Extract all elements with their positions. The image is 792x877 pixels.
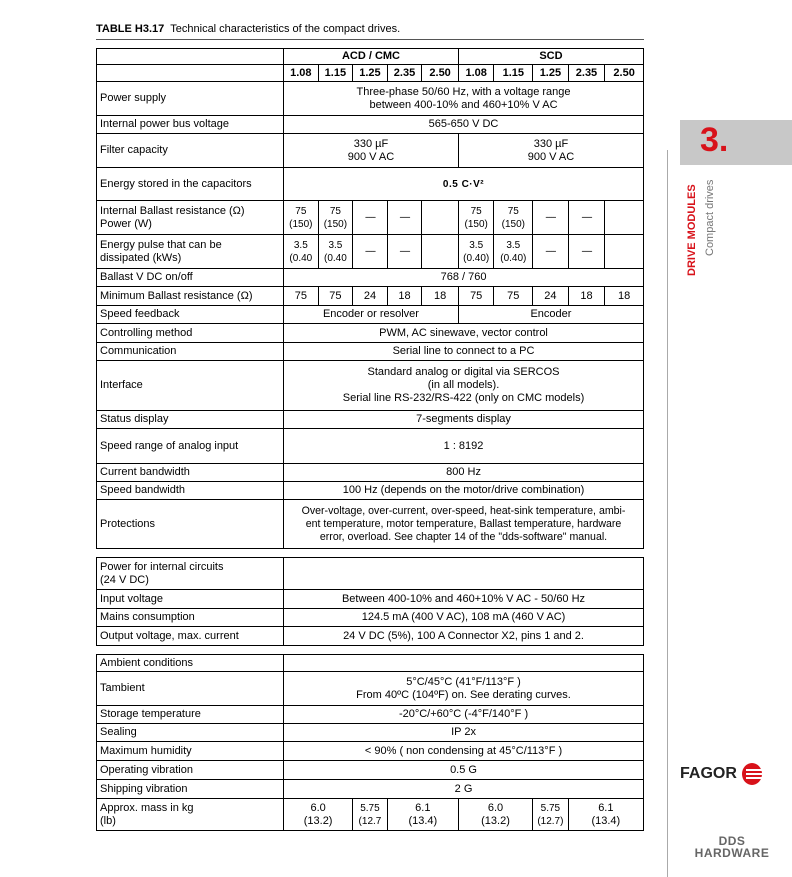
row-communication <box>97 343 644 361</box>
cell-value: ----- <box>533 235 569 269</box>
model-cell: 1.15 <box>494 65 533 82</box>
row-control <box>97 324 644 343</box>
row-label: Internal power bus voltage <box>97 116 284 134</box>
fagor-logo <box>680 763 782 787</box>
row-value: Encoder or resolver <box>284 306 459 324</box>
cell-value: (150) <box>501 218 525 230</box>
row-label: Approx. mass in kg <box>100 801 194 814</box>
row-value: Over-voltage, over-current, over-speed, heat-sink temperature, ambi- <box>301 504 626 517</box>
row-energy-stored <box>97 168 644 201</box>
row-value: < 90% ( non condensing at 45°C/113°F ) <box>284 742 644 761</box>
row-value: ent temperature, motor temperature, Ballast temperature, hardware <box>305 517 622 530</box>
model-cell: 1.25 <box>533 65 569 82</box>
cell-value: 3.5 <box>506 239 521 251</box>
cell-value: ----- <box>568 235 605 269</box>
group-header-row <box>97 49 644 65</box>
row-label: Storage temperature <box>97 706 284 724</box>
side-divider <box>667 150 668 877</box>
cell-value: (150) <box>464 218 488 230</box>
cell-value: 3.5 <box>469 239 484 251</box>
cell-value: (13.4) <box>591 814 621 827</box>
row-label: Status display <box>97 411 284 429</box>
row-value: 5°C/45°C (41°F/113°F ) <box>406 675 521 688</box>
row-label: Power for internal circuits <box>100 560 224 573</box>
group-scd: SCD <box>458 49 643 65</box>
row-output-voltage <box>97 627 644 646</box>
table-title: Technical characteristics of the compact drives. <box>170 23 401 35</box>
row-label: Energy pulse that can be <box>100 238 222 251</box>
row-value: -20°C/+60°C (-4°F/140°F ) <box>284 706 644 724</box>
model-cell: 1.25 <box>353 65 388 82</box>
cell-value: ----- <box>387 201 422 235</box>
row-current-bw <box>97 464 644 482</box>
cell-value: 5.75 <box>360 802 380 814</box>
cell-value: 75 <box>329 205 341 217</box>
section-label: DRIVE MODULES <box>686 184 698 276</box>
spec-table <box>96 48 644 831</box>
caption-rule <box>96 39 644 40</box>
row-humidity <box>97 742 644 761</box>
row-label: dissipated (kWs) <box>100 251 182 264</box>
row-power-internal <box>97 558 644 590</box>
row-value: 24 V DC (5%), 100 A Connector X2, pins 1 and 2. <box>284 627 644 646</box>
row-ambient <box>97 655 644 672</box>
row-label: Current bandwidth <box>97 464 284 482</box>
cell-value: 24 <box>533 287 569 306</box>
subsection-label: Compact drives <box>704 179 716 256</box>
cell-value: 75 <box>470 205 482 217</box>
cell-value: 6.1 <box>415 801 431 814</box>
cell-value: 18 <box>605 287 644 306</box>
table-caption <box>96 23 400 35</box>
row-label: Energy stored in the capacitors <box>97 168 284 201</box>
cell-value: 75 <box>494 287 533 306</box>
cell-value: 6.0 <box>310 801 326 814</box>
side-labels <box>684 172 724 277</box>
row-value: 2 G <box>284 780 644 799</box>
row-value: IP 2x <box>284 724 644 742</box>
row-value: Between 400-10% and 460+10% V AC - 50/60 Hz <box>284 590 644 609</box>
row-label: Internal Ballast resistance (Ω) <box>100 204 245 217</box>
cell-value: ----- <box>533 201 569 235</box>
row-value: 330 µF <box>533 137 569 150</box>
row-interface <box>97 361 644 411</box>
chapter-tab <box>680 120 792 165</box>
row-label: Speed feedback <box>97 306 284 324</box>
row-value: error, overload. See chapter 14 of the "dds-software" manual. <box>319 530 608 543</box>
row-value: Encoder <box>458 306 643 324</box>
footer-line: HARDWARE <box>694 846 770 860</box>
row-status <box>97 411 644 429</box>
cell-value: ----- <box>387 235 422 269</box>
cell-value: 75 <box>458 287 494 306</box>
cell-value: 3.5 <box>293 239 308 251</box>
cell-value: (12.7) <box>537 815 564 827</box>
model-cell: 1.08 <box>284 65 319 82</box>
row-value: Standard analog or digital via SERCOS <box>367 366 560 378</box>
model-cell: 2.35 <box>568 65 605 82</box>
row-value: From 40ºC (104ºF) on. See derating curves. <box>356 688 571 701</box>
row-speed-feedback <box>97 306 644 324</box>
cell-value: ----- <box>353 201 388 235</box>
row-label: Controlling method <box>97 324 284 343</box>
row-value: 800 Hz <box>284 464 644 482</box>
cell-value: 6.0 <box>487 801 504 814</box>
row-sealing <box>97 724 644 742</box>
row-label: Speed range of analog input <box>97 429 284 464</box>
model-cell: 2.50 <box>605 65 644 82</box>
cell-value: 3.5 <box>328 239 343 251</box>
row-filter <box>97 134 644 168</box>
row-tambient <box>97 672 644 706</box>
row-value: between 400-10% and 460+10% V AC <box>369 98 558 111</box>
logo-text: FAGOR <box>680 765 737 782</box>
row-value: 7-segments display <box>284 411 644 429</box>
row-power-supply <box>97 82 644 116</box>
row-label: (24 V DC) <box>100 573 149 586</box>
cell-value: 24 <box>353 287 388 306</box>
row-energy-pulse <box>97 235 644 269</box>
row-value: Serial line to connect to a PC <box>284 343 644 361</box>
cell-value: 18 <box>422 287 459 306</box>
row-label: Operating vibration <box>97 761 284 780</box>
row-value: 0.5 C·V² <box>284 168 644 201</box>
row-label: Filter capacity <box>97 134 284 168</box>
logo-mark-icon <box>742 763 762 785</box>
row-label: Power (W) <box>100 217 152 230</box>
footer-line: DDS <box>718 834 746 848</box>
row-speed-bw <box>97 482 644 500</box>
row-ballast-resistance <box>97 201 644 235</box>
cell-value: ----- <box>353 235 388 269</box>
cell-value: (0.40 <box>289 252 313 264</box>
cell-value: 75 <box>284 287 319 306</box>
group-acd: ACD / CMC <box>284 49 459 65</box>
cell-value: (0.40) <box>463 252 490 264</box>
row-label: Input voltage <box>97 590 284 609</box>
row-mains <box>97 609 644 627</box>
row-value: (in all models). <box>427 379 500 391</box>
cell-value: (0.40) <box>500 252 527 264</box>
cell-value: (13.4) <box>408 814 438 827</box>
row-value: 124.5 mA (400 V AC), 108 mA (460 V AC) <box>284 609 644 627</box>
cell-value: (13.2) <box>303 814 333 827</box>
model-cell: 1.15 <box>318 65 353 82</box>
cell-value: (12.7 <box>358 815 382 827</box>
row-label: Speed bandwidth <box>97 482 284 500</box>
chapter-number: 3. <box>700 121 729 159</box>
cell-value: (150) <box>289 218 313 230</box>
row-label: (lb) <box>100 814 116 827</box>
cell-value: (13.2) <box>481 814 510 827</box>
row-label: Tambient <box>97 672 284 706</box>
cell-value: (0.40 <box>323 252 347 264</box>
row-label: Ballast V DC on/off <box>97 269 284 287</box>
row-op-vibration <box>97 761 644 780</box>
row-label: Ambient conditions <box>97 655 284 672</box>
model-header-row <box>97 65 644 82</box>
table-number: TABLE H3.17 <box>96 23 165 35</box>
row-label: Communication <box>97 343 284 361</box>
cell-value: 6.1 <box>598 801 614 814</box>
model-cell: 2.50 <box>422 65 459 82</box>
row-bus-voltage <box>97 116 644 134</box>
row-value: Three-phase 50/60 Hz, with a voltage range <box>356 85 571 98</box>
row-label: Protections <box>97 500 284 549</box>
row-value: 900 V AC <box>347 150 395 163</box>
row-ship-vibration <box>97 780 644 799</box>
row-value: 100 Hz (depends on the motor/drive combination) <box>284 482 644 500</box>
row-label: Shipping vibration <box>97 780 284 799</box>
cell-value: 18 <box>568 287 605 306</box>
row-value: 330 µF <box>353 137 389 150</box>
cell-value: 75 <box>507 205 519 217</box>
section-gap <box>97 646 644 655</box>
model-cell: 2.35 <box>387 65 422 82</box>
row-label: Maximum humidity <box>97 742 284 761</box>
row-label: Power supply <box>97 82 284 116</box>
row-value: Serial line RS-232/RS-422 (only on CMC models) <box>342 392 585 404</box>
row-storage <box>97 706 644 724</box>
row-value: 0.5 G <box>284 761 644 780</box>
row-label: Interface <box>97 361 284 411</box>
row-label: Minimum Ballast resistance (Ω) <box>97 287 284 306</box>
row-value: 565-650 V DC <box>284 116 644 134</box>
row-value: 900 V AC <box>527 150 575 163</box>
row-label: Sealing <box>97 724 284 742</box>
model-cell: 1.08 <box>458 65 494 82</box>
row-min-ballast <box>97 287 644 306</box>
cell-value: 18 <box>387 287 422 306</box>
row-speed-range <box>97 429 644 464</box>
cell-value: 75 <box>318 287 353 306</box>
row-label: Mains consumption <box>97 609 284 627</box>
cell-value: (150) <box>323 218 348 230</box>
row-value: 768 / 760 <box>284 269 644 287</box>
section-gap <box>97 549 644 558</box>
cell-value: 5.75 <box>540 802 561 814</box>
row-value: PWM, AC sinewave, vector control <box>284 324 644 343</box>
row-mass <box>97 799 644 831</box>
cell-value: 75 <box>295 205 307 217</box>
row-label: Output voltage, max. current <box>97 627 284 646</box>
row-input-voltage <box>97 590 644 609</box>
footer-label <box>680 835 784 859</box>
row-protections <box>97 500 644 549</box>
row-ballast-v <box>97 269 644 287</box>
cell-value: ----- <box>568 201 605 235</box>
row-value: 1 : 8192 <box>284 429 644 464</box>
